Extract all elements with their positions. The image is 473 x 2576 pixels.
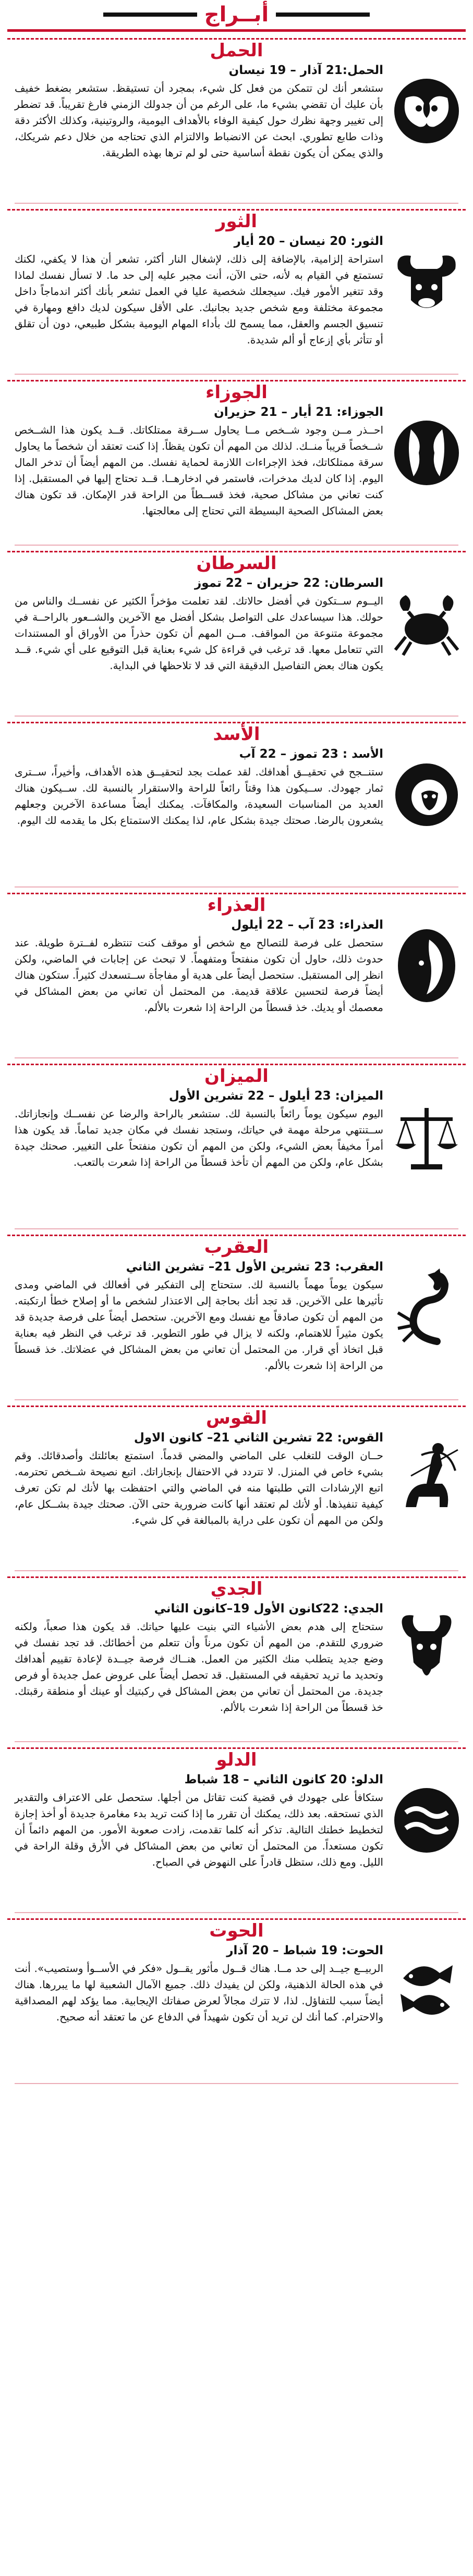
sign-dates: العذراء: 23 آب – 22 أيلول <box>231 918 383 932</box>
sign-text-block <box>7 1771 387 1870</box>
sign-description: ستكافأ على جهودك في قضية كنت تقاتل من أجلها. ستحصل على الاعتراف والتقدير الذي تستحقه. بعد ذلك، يمكنك أن تقرر ما إذا كنت تريد بدء مغامرة جديدة أو أخذ إجازة لتخطيط خطتك التالية. تذكر أنه كلما تقدمت، زادت صعوبة الأمور. من المهم دائماً أن تكون مستعداً. من المحتمل أن تعاني من بعض المشاكل في الأرق وقلة الراحة في الليل. ومع ذلك، ستظل قادراً على النهوض في الصباح. <box>15 1791 383 1868</box>
sign-title: العقرب <box>204 1237 269 1258</box>
sign-description: ستحصل على فرصة للتصالح مع شخص أو موقف كنت تنتظره لفــترة طويلة. عند حدوث ذلك، حاول أن تكون منفتحاً ومتفهماً. لا تبحث عن إجابات في الماضي، ولكن انظر إلى المستقبل. ستحصل أيضاً على هدية أو مفاجأة ســتسعدك كثيراً. ستكون هناك أيضاً فرصة لتحسين علاقة قديمة. من المحتمل أن تعاني من بعض المشاكل في معصمك أو يديك. خذ قسطاً من الراحة إذا شعرت بالألم. <box>15 936 383 1014</box>
lion-icon <box>387 745 466 844</box>
scorpion-icon <box>387 1258 466 1357</box>
section-divider <box>15 203 458 204</box>
sign-text-block <box>7 916 387 1016</box>
sign-section <box>7 1064 466 1224</box>
sign-title: القوس <box>205 1408 268 1428</box>
sign-description: اليوم سيكون يوماً رائعاً بالنسبة لك. ستشعر بالراحة والرضا عن نفســك وإنجازاتك. ســتنتهي مرحلة مهمة في حياتك، وستجد نفسك في مكان جديد تماماً. قد يكون هذا أمراً مخيفاً بعض الشيء، ولكن من المهم أن تكون منفتحاً على التغيير. صحتك جيدة بشكل عام، ولكن من المهم أن تأخذ قسطاً من الراحة إذا شعرت بالتعب. <box>15 1107 383 1168</box>
virgo-icon <box>387 916 466 1015</box>
section-divider <box>15 1057 458 1058</box>
sign-text-block <box>7 1087 387 1170</box>
sign-title: الأسد <box>213 724 260 745</box>
sign-title: الميزان <box>204 1066 269 1087</box>
twins-icon <box>387 403 466 502</box>
signs-list <box>7 38 466 2079</box>
sign-section <box>7 551 466 711</box>
sign-body <box>7 61 466 161</box>
sign-dates: الثور: 20 نيسان – 20 أيار <box>234 235 383 248</box>
sign-title: الجوزاء <box>205 382 268 403</box>
sign-dates: الجدي: 22كانون الأول 19–كانون الثاني <box>154 1602 383 1616</box>
sign-dates: القوس: 22 تشرين الثاني 21– كانون الاول <box>134 1431 383 1445</box>
sign-description: حــان الوقت للتغلب على الماضي والمضي قدماً. استمتع بعائلتك وأصدقائك. وقم بشيء خاص في المنزل. لا تتردد في الاحتفال بإنجازاتك. اتبع نصيحة شــخص تحترمه. اتبع الإرشادات التي طلبتها منه في الماضي والتي احتفظت بها لأنك لم تكن تعرف كيفية تنفيذها. أو لأنك لم تعتقد أنها كانت ضرورية حتى الآن. صحتك جيدة بشــكل عام، ولكن من المهم أن تكون على دراية بالمبالغة في كل شيء. <box>15 1449 383 1526</box>
sign-dates: الحوت: 19 شباط – 20 آذار <box>226 1944 383 1957</box>
sign-body <box>7 1429 466 1529</box>
section-divider <box>15 1912 458 1913</box>
section-divider <box>15 1399 458 1400</box>
section-divider <box>15 374 458 375</box>
page-title: أبــراج <box>204 3 269 27</box>
sign-title: العذراء <box>207 895 266 916</box>
sign-title: الحوت <box>209 1920 264 1941</box>
sign-section <box>7 209 466 369</box>
sign-body <box>7 574 466 674</box>
sign-description: ستحتاج إلى هدم بعض الأشياء التي بنيت عليها حياتك. قد يكون هذا صعباً، ولكنه ضروري للتقدم. من المهم أن تكون مرناً وأن تتعلم من أخطائك. قد تجد نفسك في وضع جديد يتطلب منك الكثير من العمل. هنــاك فرصة جيــدة لإعادة تقييم أهدافك وتحديد ما تريد تحقيقه في المستقبل. قد تحصل أيضاً على عروض عمل جديدة أو فرص جديدة. من المحتمل أن تعاني من بعض المشاكل في ركبتيك أو عينك أو منطقة رقبتك. خذ قسطاً من الراحة إذا شعرت بالألم. <box>15 1620 383 1714</box>
goat-icon <box>387 1600 466 1699</box>
ram-icon <box>387 61 466 161</box>
sign-description: الربيــع جيــد إلى حد مــا. هناك قــول مأثور يقــول «فكر في الأســوأ وستصيب». أنت في هذه الحالة الذهنية، ولكن لن يفيدك ذلك. جميع الآمال الشعبية لها ما يبررها. هناك أيضاً سبب للتفاؤل. لذا، لا تترك مجالاً لعرض صفاتك الإيجابية. مما يؤكد لهم المصداقية والاحترام. كما أنك لن تريد أن تكون شهيداً في الدفاع عن ما تعتقد أنه صحيح. <box>15 1962 383 2023</box>
sign-dates: الأسد : 23 تموز – 22 آب <box>239 747 383 761</box>
sign-body <box>7 1087 466 1186</box>
sign-section <box>7 1918 466 2079</box>
sign-section <box>7 1576 466 1737</box>
sign-dates: الدلو: 20 كانون الثاني – 18 شباط <box>184 1773 383 1786</box>
sign-section <box>7 722 466 882</box>
sign-section <box>7 38 466 199</box>
sign-description: ستشعر أنك لن تتمكن من فعل كل شيء، بمجرد أن تستيقظ. ستشعر بضغط خفيف بأن عليك أن تقضي بشيء ما، على الرغم من أن جدولك الزمني فارغ تقريباً. قد تضطر إلى تغيير وجهة نظرك حول كيفية الوفاء بالأهداف اليومية، والروتينية، وكذلك الأكثر دقة وذات طابع تطوري. ابحث عن الانضباط والالتزام الذي تحتاجه من خلال دعم شريكك، والذي يمكن أن يكون نقطة أساسية حتى لو لم ترها بهذه الطريقة. <box>15 82 383 159</box>
sign-text-block <box>7 1600 387 1716</box>
sign-text-block <box>7 745 387 829</box>
header-bar <box>103 13 197 17</box>
sign-description: احــذر مــن وجود شــخص مــا يحاول ســرقة ممتلكاتك. قــد يكون هذا الشــخص شــخصاً قريباً منــك. لذلك من المهم أن تكون يقظاً. إذا كنت تعتقد أن شخصاً ما يحاول سرقة ممتلكاتك، فخذ الإجراءات اللازمة لحماية نفسك. من المهم أيضاً أن تدخر المال اليوم. إذا كان لديك مدخرات، فاستمر في ادخارهــا. قــد تحتاج إليها في المستقبل. إذا كنت تعاني من مشاكل صحية، فخذ قســطاً من الراحة قدر الإمكان. قد تكون هناك بعض المشاكل الصحية البسيطة التي تحتاج إلى معالجتها. <box>15 424 383 517</box>
section-divider <box>15 1570 458 1571</box>
sign-title: الثور <box>215 211 258 232</box>
sign-title: الحمل <box>210 40 263 61</box>
sign-section <box>7 893 466 1053</box>
header-bar <box>276 13 370 17</box>
sign-description: ستنــجح في تحقيــق أهدافك. لقد عملت بجد لتحقيــق هذه الأهداف، وأخيراً، ســترى ثمار جهودك. ســيكون هذا وقتاً رائعاً للراحة والاستقرار بالنسبة لك. ســيكون هناك العديد من المناسبات السعيدة، والمكافآت. يمكنك أيضاً مساعدة الآخرين وجعلهم يشعرون بالرضا. صحتك جيدة بشكل عام، لذا يمكنك الاستمتاع بكل ما يقدمه لك اليوم. <box>15 766 383 827</box>
sign-body <box>7 1942 466 2041</box>
sign-body <box>7 403 466 519</box>
fish-icon <box>387 1942 466 2041</box>
sign-description: اليــوم ســتكون في أفضل حالاتك. لقد تعلمت مؤخراً الكثير عن نفســك والناس من حولك. هذا سيساعدك على التواصل بشكل أفضل مع الآخرين والشــعور بالراحــة في مجموعة متنوعة من المواقف. مــن المهم أن تكون حذراً من الأوراق أو المستندات التي تتعامل معها. قد ترغب في قراءة كل شيء بعناية قبل التوقيع على أي شيء. قــد يكون هناك بعض التفاصيل الدقيقة التي قد لا تلاحظها في البداية. <box>15 595 383 672</box>
sign-text-block <box>7 1429 387 1529</box>
sign-dates: السرطان: 22 حزيران – 22 تموز <box>194 576 383 590</box>
sign-title: السرطان <box>196 553 277 574</box>
crab-icon <box>387 574 466 673</box>
sign-text-block <box>7 1258 387 1374</box>
sign-body <box>7 745 466 844</box>
sign-dates: الجوزاء: 21 أيار – 21 حزيران <box>214 405 383 419</box>
sign-dates: الحمل:21 آذار – 19 نيسان <box>228 64 383 77</box>
sign-text-block <box>7 1942 387 2025</box>
sign-section <box>7 380 466 540</box>
sign-body <box>7 916 466 1016</box>
sign-section <box>7 1747 466 1908</box>
sign-text-block <box>7 232 387 348</box>
sign-dates: الميزان: 23 أيلول – 22 تشرين الأول <box>168 1089 383 1103</box>
section-divider <box>15 1228 458 1229</box>
sign-section <box>7 1235 466 1395</box>
section-divider <box>15 545 458 546</box>
sign-description: سيكون يوماً مهماً بالنسبة لك. ستحتاج إلى التفكير في أفعالك في الماضي ومدى تأثيرها على الآخرين. قد تجد أنك بحاجة إلى الاعتذار لشخص ما أو إصلاح خطأ ارتكبته. من المهم أن تكون صادقاً مع نفسك ومع الآخرين. ستحصل أيضاً على فرصة جديدة قد يكون مثيراً للاهتمام، ولكنه لا يزال في طور التطوير. قد ترغب في النظر فيه بعناية قبل اتخاذ أي قرار. من المحتمل أن تعاني من بعض المشاكل في عضلاتك. خذ قسطاً من الراحة إذا شعرت بالألم. <box>15 1278 383 1372</box>
sign-body <box>7 1600 466 1716</box>
sign-title: الدلو <box>216 1749 257 1770</box>
sign-section <box>7 1406 466 1566</box>
sign-text-block <box>7 574 387 674</box>
section-divider <box>15 716 458 717</box>
scales-icon <box>387 1087 466 1186</box>
bull-icon <box>387 232 466 331</box>
sign-body <box>7 1258 466 1374</box>
sign-description: استراحة إلزامية، بالإضافة إلى ذلك، لإشغال النار أكثر، تشعر أن هذا لا يكفي، لكنك تستمتع في القيام به لأنه، حتى الآن، أنت مجبر عليه إلى حد ما. لا تسأل نفسك لماذا وقد تتغير الأمور فيك. سيجعلك شخصية عليا في العمل تشعر بأنك أكثر اندماجاً داخل مجموعة مختلفة ومع شخص جديد بجانبك. على الأقل سيكون لديك دافع ومهارة في تنسيق الجسم والعقل، مما يسمح لك بأداء المهام اليومية بشكل طبيعي، دون أن تقلق أو تتأثر بأي إزعاج أو ألم شديدة. <box>15 253 383 346</box>
sign-text-block <box>7 403 387 519</box>
sign-body <box>7 232 466 348</box>
section-divider <box>15 886 458 888</box>
page-header <box>7 0 466 32</box>
water-bearer-icon <box>387 1771 466 1870</box>
section-divider <box>15 1741 458 1742</box>
archer-icon <box>387 1429 466 1528</box>
section-divider <box>15 2083 458 2084</box>
sign-title: الجدي <box>210 1579 263 1599</box>
sign-body <box>7 1771 466 1870</box>
sign-text-block <box>7 61 387 161</box>
sign-dates: العقرب: 23 تشرين الأول 21– تشرين الثاني <box>126 1260 383 1274</box>
